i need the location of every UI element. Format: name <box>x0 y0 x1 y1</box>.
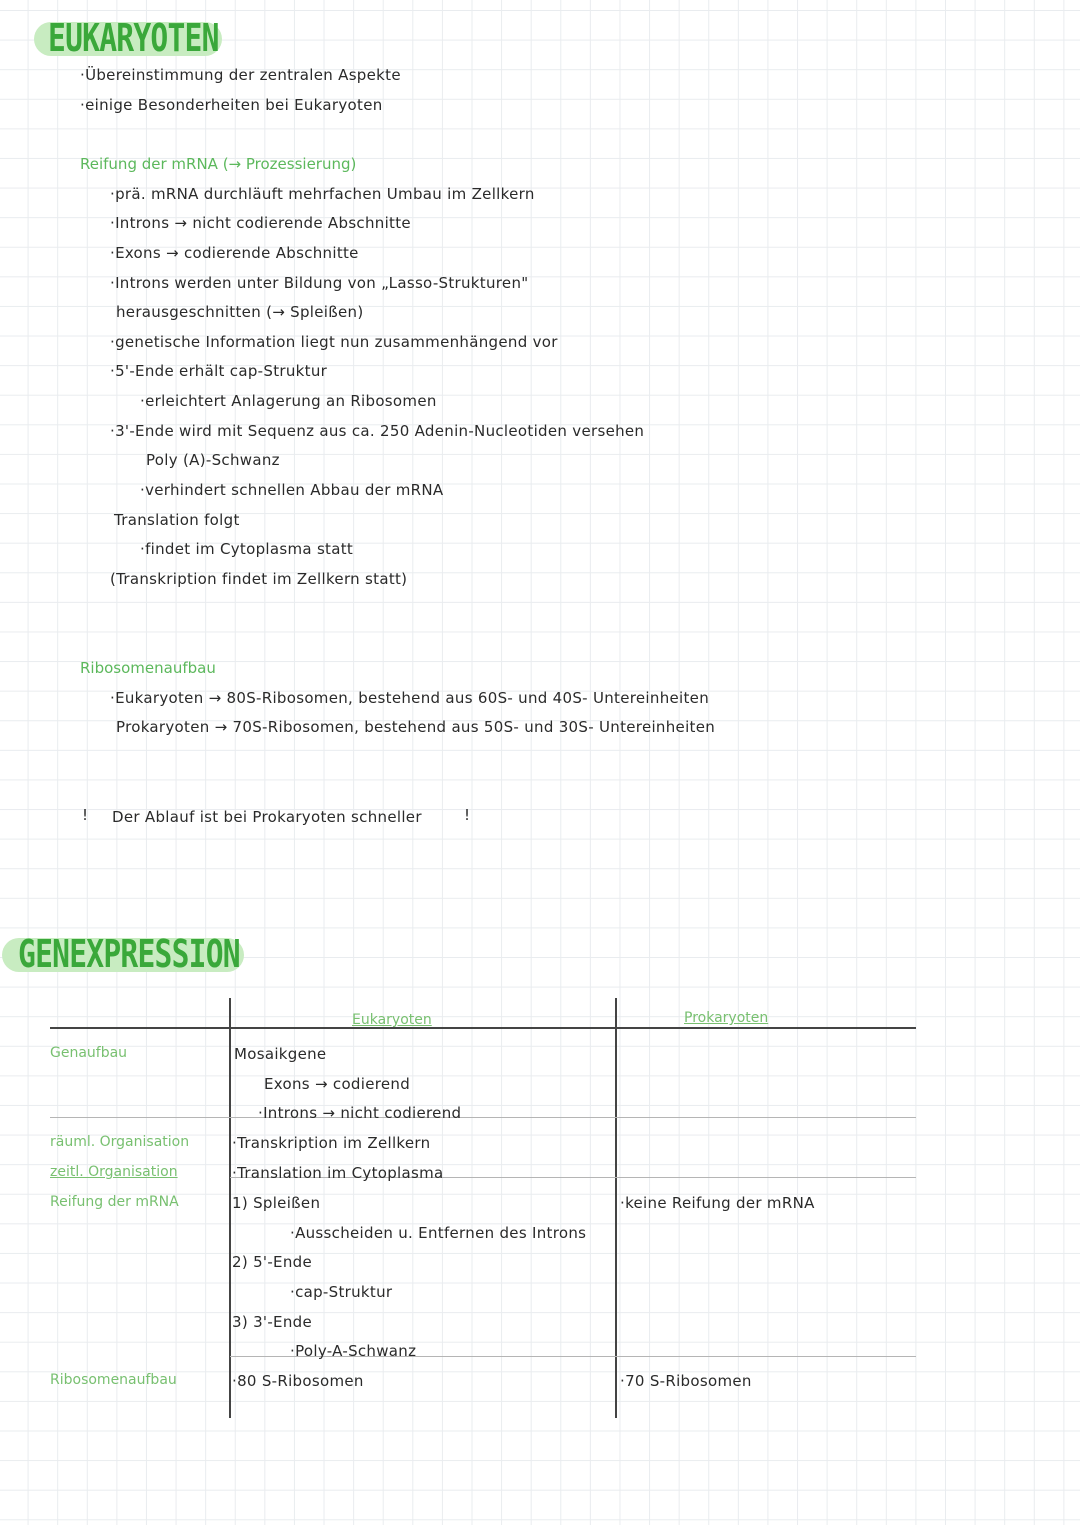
cell-text: ·70 S-Ribosomen <box>620 1372 752 1390</box>
reifung-line: ·Exons → codierende Abschnitte <box>110 244 359 262</box>
ribosomen-heading: Ribosomenaufbau <box>80 659 216 677</box>
note-text: Der Ablauf ist bei Prokaryoten schneller <box>112 808 422 826</box>
cell-text: ·Ausscheiden u. Entfernen des Introns <box>290 1224 587 1242</box>
cell-text: ·cap-Struktur <box>290 1283 393 1301</box>
reifung-line: Translation folgt <box>114 511 240 529</box>
ribosomen-line-prokaryoten: Prokaryoten → 70S-Ribosomen, bestehend aus 50S- und 30S- Untereinheiten <box>116 718 716 736</box>
heading-eukaryoten: EUKARYOTEN <box>48 16 219 60</box>
reifung-line: ·verhindert schnellen Abbau der mRNA <box>140 481 444 499</box>
col-header-prokaryoten: Prokaryoten <box>684 1010 769 1026</box>
cell-text: ·Transkription im Zellkern <box>232 1134 431 1152</box>
cell-text: 1) Spleißen <box>232 1194 321 1212</box>
row-label-genaufbau: Genaufbau <box>50 1045 128 1061</box>
note-exclamation-right: ! <box>464 806 471 824</box>
cell-text: 2) 5'-Ende <box>232 1253 312 1271</box>
row-label-reifung: Reifung der mRNA <box>50 1194 179 1210</box>
cell-text: ·Introns → nicht codierend <box>258 1104 462 1122</box>
table-vertical-line-1 <box>229 998 231 1418</box>
cell-text: Mosaikgene <box>234 1045 327 1063</box>
ribosomen-line-eukaryoten: ·Eukaryoten → 80S-Ribosomen, bestehend aus 60S- und 40S- Untereinheiten <box>110 689 710 707</box>
cell-text: ·Poly-A-Schwanz <box>290 1342 417 1360</box>
reifung-line: ·erleichtert Anlagerung an Ribosomen <box>140 392 437 410</box>
row-label-zeitl-organisation: zeitl. Organisation <box>50 1164 178 1180</box>
cell-text: 3) 3'-Ende <box>232 1313 312 1331</box>
reifung-line: Poly (A)-Schwanz <box>146 451 280 469</box>
reifung-line: herausgeschnitten (→ Spleißen) <box>116 303 364 321</box>
heading-genexpression: GENEXPRESSION <box>18 932 240 976</box>
cell-text: Exons → codierend <box>264 1075 411 1093</box>
reifung-line: ·findet im Cytoplasma statt <box>140 540 354 558</box>
reifung-line: ·Introns werden unter Bildung von „Lasso-Strukturen" <box>110 274 529 292</box>
cell-text: ·keine Reifung der mRNA <box>620 1194 815 1212</box>
intro-line-2: ·einige Besonderheiten bei Eukaryoten <box>80 96 383 114</box>
col-header-eukaryoten: Eukaryoten <box>352 1012 432 1028</box>
table-row-line <box>50 1117 916 1118</box>
table-header-line <box>50 1027 916 1029</box>
cell-text: ·80 S-Ribosomen <box>232 1372 364 1390</box>
row-label-ribosomenaufbau: Ribosomenaufbau <box>50 1372 177 1388</box>
reifung-heading: Reifung der mRNA (→ Prozessierung) <box>80 155 357 173</box>
note-exclamation-left: ! <box>82 806 89 824</box>
intro-line-1: ·Übereinstimmung der zentralen Aspekte <box>80 66 401 84</box>
table-vertical-line-2 <box>615 998 617 1418</box>
reifung-line: ·5'-Ende erhält cap-Struktur <box>110 362 328 380</box>
reifung-line: ·3'-Ende wird mit Sequenz aus ca. 250 Adenin-Nucleotiden versehen <box>110 422 645 440</box>
reifung-line: (Transkription findet im Zellkern statt) <box>110 570 408 588</box>
cell-text: ·Translation im Cytoplasma <box>232 1164 444 1182</box>
reifung-line: ·genetische Information liegt nun zusammenhängend vor <box>110 333 558 351</box>
reifung-line: ·Introns → nicht codierende Abschnitte <box>110 214 411 232</box>
row-label-raeuml-organisation: räuml. Organisation <box>50 1134 190 1150</box>
reifung-line: ·prä. mRNA durchläuft mehrfachen Umbau im Zellkern <box>110 185 535 203</box>
